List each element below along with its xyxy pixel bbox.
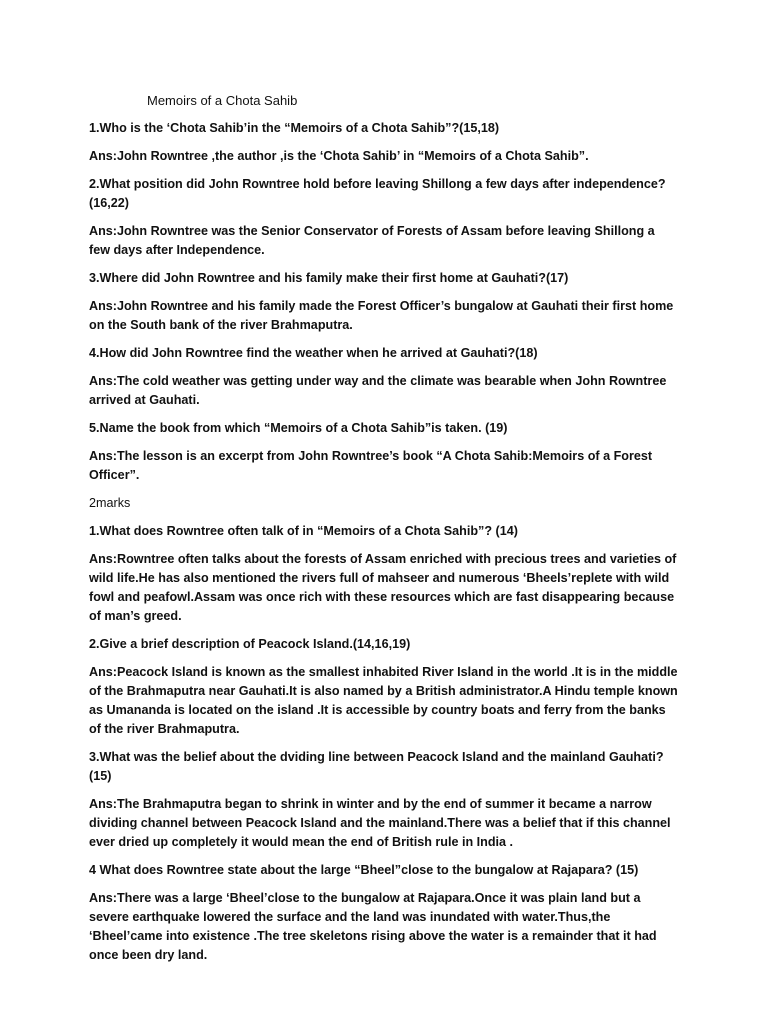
answer-5: Ans:The lesson is an excerpt from John Rowntree’s book “A Chota Sahib:Memoirs of a Forest Officer”. bbox=[89, 449, 653, 482]
answer-4: Ans:The cold weather was getting under way and the climate was bearable when John Rowntree arrived at Gauhati. bbox=[89, 374, 667, 407]
question-2: 2.What position did John Rowntree hold before leaving Shillong a few days after independence?(16,22) bbox=[89, 177, 666, 210]
answer-2marks-1: Ans:Rowntree often talks about the forests of Assam enriched with precious trees and varieties of wild life.He has also mentioned the rivers full of mahseer and numerous ‘Bheels’replete with wild fowl and peafowl.Assam was once rich with these resources which are fast disappearing because of man’s greed. bbox=[89, 552, 677, 623]
question-2marks-1: 1.What does Rowntree often talk of in “Memoirs of a Chota Sahib”? (14) bbox=[89, 524, 518, 538]
answer-3: Ans:John Rowntree and his family made the Forest Officer’s bungalow at Gauhati their first home on the South bank of the river Brahmaputra. bbox=[89, 299, 674, 332]
question-4: 4.How did John Rowntree find the weather when he arrived at Gauhati?(18) bbox=[89, 346, 538, 360]
section-heading-2marks: 2marks bbox=[89, 496, 131, 510]
question-2marks-3: 3.What was the belief about the dviding line between Peacock Island and the mainland Gauhati? (15) bbox=[89, 750, 664, 783]
answer-2: Ans:John Rowntree was the Senior Conservator of Forests of Assam before leaving Shillong a few days after Independence. bbox=[89, 224, 655, 257]
question-3: 3.Where did John Rowntree and his family make their first home at Gauhati?(17) bbox=[89, 271, 569, 285]
document-body bbox=[89, 91, 679, 974]
question-5: 5.Name the book from which “Memoirs of a Chota Sahib”is taken. (19) bbox=[89, 421, 508, 435]
question-2marks-2: 2.Give a brief description of Peacock Island.(14,16,19) bbox=[89, 637, 411, 651]
answer-2marks-3: Ans:The Brahmaputra began to shrink in winter and by the end of summer it became a narrow dividing channel between Peacock Island and the mainland.There was a belief that if this channel ever dried up completely it would mean the end of British rule in India . bbox=[89, 797, 671, 849]
answer-2marks-4: Ans:There was a large ‘Bheel’close to the bungalow at Rajapara.Once it was plain land but a severe earthquake lowered the surface and the land was inundated with water.Thus,the ‘Bheel’came into existence .The tree skeletons rising above the water is a remainder that it had once been dry land. bbox=[89, 891, 657, 962]
page-title: Memoirs of a Chota Sahib bbox=[147, 93, 298, 108]
question-2marks-4: 4 What does Rowntree state about the large “Bheel”close to the bungalow at Rajapara? (15) bbox=[89, 863, 639, 877]
question-1: 1.Who is the ‘Chota Sahib’in the “Memoirs of a Chota Sahib”?(15,18) bbox=[89, 121, 500, 135]
answer-2marks-2: Ans:Peacock Island is known as the smallest inhabited River Island in the world .It is in the middle of the Brahmaputra near Gauhati.It is also named by a British administrator.A Hindu temple known as Umananda is located on the island .It is accessible by country boats and ferry from the banks of the river Brahmaputra. bbox=[89, 665, 678, 736]
answer-1: Ans:John Rowntree ,the author ,is the ‘Chota Sahib’ in “Memoirs of a Chota Sahib”. bbox=[89, 149, 589, 163]
